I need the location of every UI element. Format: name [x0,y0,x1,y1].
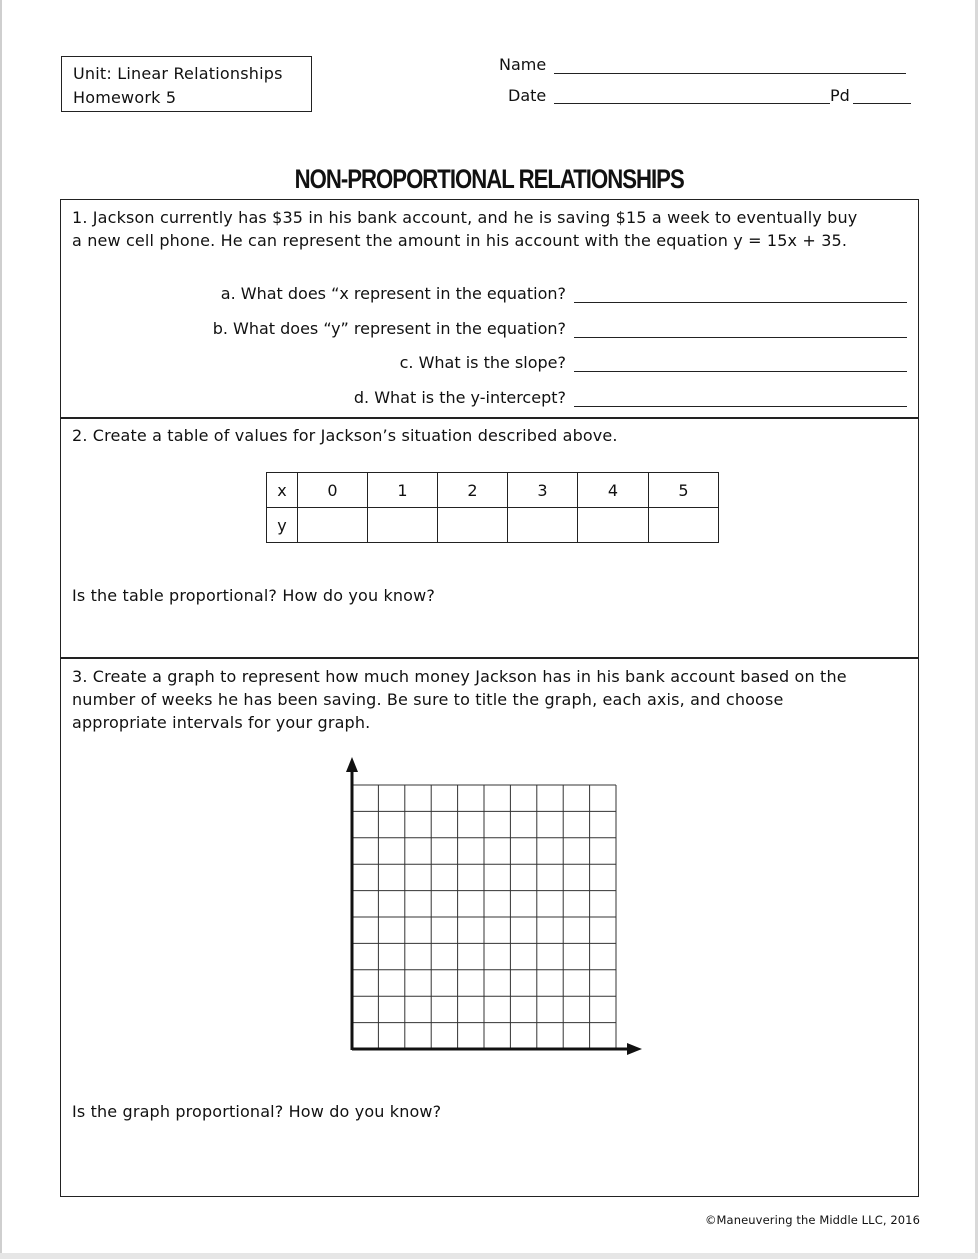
unit-label: Unit: Linear Relationships [73,64,283,83]
values-table [266,472,719,543]
x-axis-arrow-icon [627,1043,642,1055]
x-value-cell: 4 [578,473,649,508]
question-1-box [60,199,919,419]
question-2-prompt: 2. Create a table of values for Jackson’s situation described above. [72,426,618,445]
page-edge [0,1253,978,1259]
unit-info-box [61,56,312,112]
pd-label: Pd [830,86,850,105]
question-1-line-1: 1. Jackson currently has $35 in his bank account, and he is saving $15 a week to eventually buy [72,208,858,227]
name-field[interactable] [554,73,906,74]
question-1-line-2: a new cell phone. He can represent the amount in his account with the equation y = 15x + 35. [72,231,848,250]
x-value-cell: 2 [438,473,508,508]
coordinate-grid[interactable] [340,755,650,1060]
question-3-line-3: appropriate intervals for your graph. [72,713,371,732]
question-3-line-1: 3. Create a graph to represent how much money Jackson has in his bank account based on the [72,667,847,686]
page-title: NON-PROPORTIONAL RELATIONSHIPS [294,164,684,194]
y-answer-cell[interactable] [578,508,649,543]
homework-label: Homework 5 [73,88,177,107]
y-answer-cell[interactable] [438,508,508,543]
name-label: Name [499,55,547,74]
y-answer-cell[interactable] [508,508,578,543]
x-header-cell: x [267,473,298,508]
answer-1a-field[interactable] [574,302,907,303]
date-field[interactable] [554,103,830,104]
y-answer-cell[interactable] [649,508,719,543]
x-value-cell: 5 [649,473,719,508]
question-3-line-2: number of weeks he has been saving. Be sure to title the graph, each axis, and choose [72,690,784,709]
question-1b: b. What does “y” represent in the equation? [212,319,566,338]
question-2-followup: Is the table proportional? How do you know? [72,586,435,605]
y-answer-cell[interactable] [298,508,368,543]
y-header-cell: y [267,508,298,543]
table-row-y [267,508,719,543]
table-row-x [267,473,719,508]
question-1d: d. What is the y-intercept? [353,388,566,407]
y-answer-cell[interactable] [368,508,438,543]
question-1a: a. What does “x represent in the equation? [220,284,566,303]
question-3-followup: Is the graph proportional? How do you know? [72,1102,442,1121]
page-edge [0,0,2,1259]
answer-1c-field[interactable] [574,371,907,372]
x-value-cell: 1 [368,473,438,508]
copyright-footer: ©Maneuvering the Middle LLC, 2016 [704,1213,920,1227]
question-1c: c. What is the slope? [399,353,566,372]
answer-1d-field[interactable] [574,406,907,407]
x-value-cell: 3 [508,473,578,508]
answer-1b-field[interactable] [574,337,907,338]
x-value-cell: 0 [298,473,368,508]
y-axis-arrow-icon [346,757,358,772]
grid-lines [352,785,616,1049]
pd-field[interactable] [853,103,911,104]
date-label: Date [508,86,547,105]
